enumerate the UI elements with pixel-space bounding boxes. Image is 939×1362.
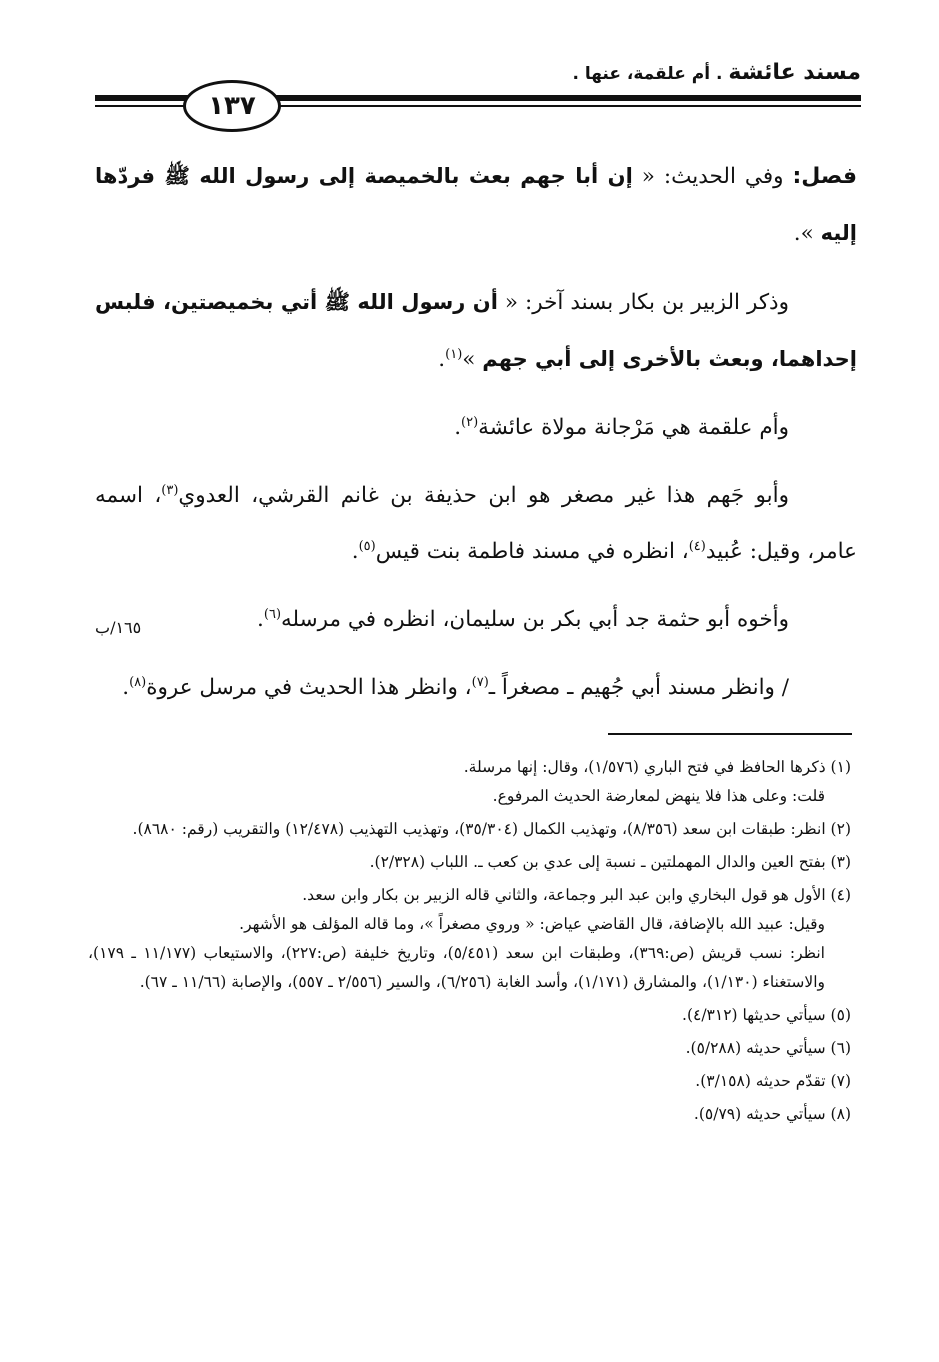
- footnote-1: (١) ذكرها الحافظ في فتح الباري (١/٥٧٦)، وقال: إنها مرسلة.: [463, 758, 851, 776]
- p5-text: وأخوه أبو حثمة جد أبي بكر بن سليمان، انظره في مرسله: [281, 607, 789, 632]
- hadith-quote-2: أن رسول الله ﷺ أتي بخميصتين، فلبس إحداهما، وبعث بالأخرى إلى أبي جهم: [95, 290, 857, 371]
- paragraph-1: [95, 148, 857, 262]
- hadith-quote-1: إن أبا جهم بعث بالخميصة إلى رسول الله ﷺ فردّها إليه: [95, 164, 857, 245]
- main-text: [95, 148, 857, 728]
- p5-end: .: [257, 607, 264, 632]
- footnote-4: (٤) الأول هو قول البخاري وابن عبد البر وجماعة، والثاني قاله الزبير بن بكار وابن سعد.: [302, 886, 851, 904]
- footnote-4-cont-2: انظر: نسب قريش (ص:٣٦٩)، وطبقات ابن سعد (٥/٤٥١)، وتاريخ خليفة (ص:٢٢٧)، والاستيعاب (١١/١٧٧ ـ ١٧٩)، والاستغناء (١/١٣٠)، والمشارق (١/١٧١)، وأسد الغابة (٦/٢٥٦)، والسير (٢/٥٥٦ ـ ٥٥٧)، والإصابة (١١/٦٦ ـ ٦٧).: [88, 944, 825, 991]
- header-subtitle: . أم علقمة، عنها .: [572, 64, 723, 84]
- footnote-4-cont-1: وقيل: عبيد الله بالإضافة، قال القاضي عياض: « وروي مصغراً »، وما قاله المؤلف هو الأشهر.: [239, 915, 825, 933]
- footnote-ref: (١): [445, 346, 463, 362]
- footnote-separator: [608, 733, 852, 735]
- p3-text: وأم علقمة هي مَرْجانة مولاة عائشة: [478, 415, 789, 440]
- p4-text3: ، انظره في مسند فاطمة بنت قيس: [375, 539, 689, 564]
- footnote-2: (٢) انظر: طبقات ابن سعد (٨/٣٥٦)، وتهذيب الكمال (٣٥/٣٠٤)، وتهذيب التهذيب (١٢/٤٧٨) والتقريب (رقم: ٨٦٨٠).: [132, 820, 851, 838]
- footnote-8: (٨) سيأتي حديثه (٥/٧٩).: [693, 1105, 851, 1123]
- p3-end: .: [454, 415, 462, 440]
- paragraph-5: [95, 592, 857, 648]
- paragraph-3: [95, 400, 857, 456]
- p2-intro: وذكر الزبير بن بكار بسند آخر: «: [497, 290, 790, 315]
- p6-text: / وانظر مسند أبي جُهيم ـ مصغراً ـ: [488, 675, 789, 700]
- paragraph-4: [95, 468, 857, 580]
- footnote-ref: (٢): [461, 414, 479, 430]
- p6-end: .: [122, 675, 130, 700]
- page-number: ١٣٧: [183, 80, 281, 132]
- footnote-ref: (٣): [161, 482, 179, 498]
- footnote-1-cont: قلت: وعلى هذا فلا ينهض لمعارضة الحديث المرفوع.: [492, 787, 825, 805]
- p4-end: .: [351, 539, 359, 564]
- footnote-3: (٣) بفتح العين والدال المهملتين ـ نسبة إلى عدي بن كعب ـ. اللباب (٢/٣٢٨).: [369, 853, 851, 871]
- footnote-5: (٥) سيأتي حديثها (٤/٣١٢).: [682, 1006, 851, 1024]
- footnotes: [88, 753, 851, 1133]
- header-title: مسند عائشة: [728, 60, 861, 85]
- footnote-ref: (٦): [263, 606, 282, 622]
- p4-text2: ، اسمه عامر، وقيل: عُبيد: [95, 483, 857, 564]
- running-header: [572, 60, 861, 85]
- p4-text: وأبو جَهم هذا غير مصغر هو ابن حذيفة بن غانم القرشي، العدوي: [178, 483, 789, 508]
- p6-text2: ، وانظر هذا الحديث في مرسل عروة: [146, 675, 472, 700]
- manuscript-folio-note: ١٦٥/ب: [95, 618, 142, 637]
- p2-end: .: [438, 347, 446, 372]
- footnote-7: (٧) تقدّم حديثه (٣/١٥٨).: [695, 1072, 851, 1090]
- footnote-ref: (٥): [358, 538, 376, 554]
- p1-intro: وفي الحديث: «: [632, 164, 793, 189]
- footnote-ref: (٨): [129, 674, 147, 690]
- paragraph-2: [95, 274, 857, 388]
- p2-close: »: [462, 347, 483, 372]
- footnote-ref: (٧): [471, 674, 489, 690]
- footnote-ref: (٤): [688, 538, 706, 554]
- paragraph-6: [95, 660, 857, 716]
- footnote-6: (٦) سيأتي حديثه (٥/٢٨٨).: [685, 1039, 851, 1057]
- section-lead: فصل:: [792, 164, 857, 189]
- p1-close: ».: [793, 221, 821, 246]
